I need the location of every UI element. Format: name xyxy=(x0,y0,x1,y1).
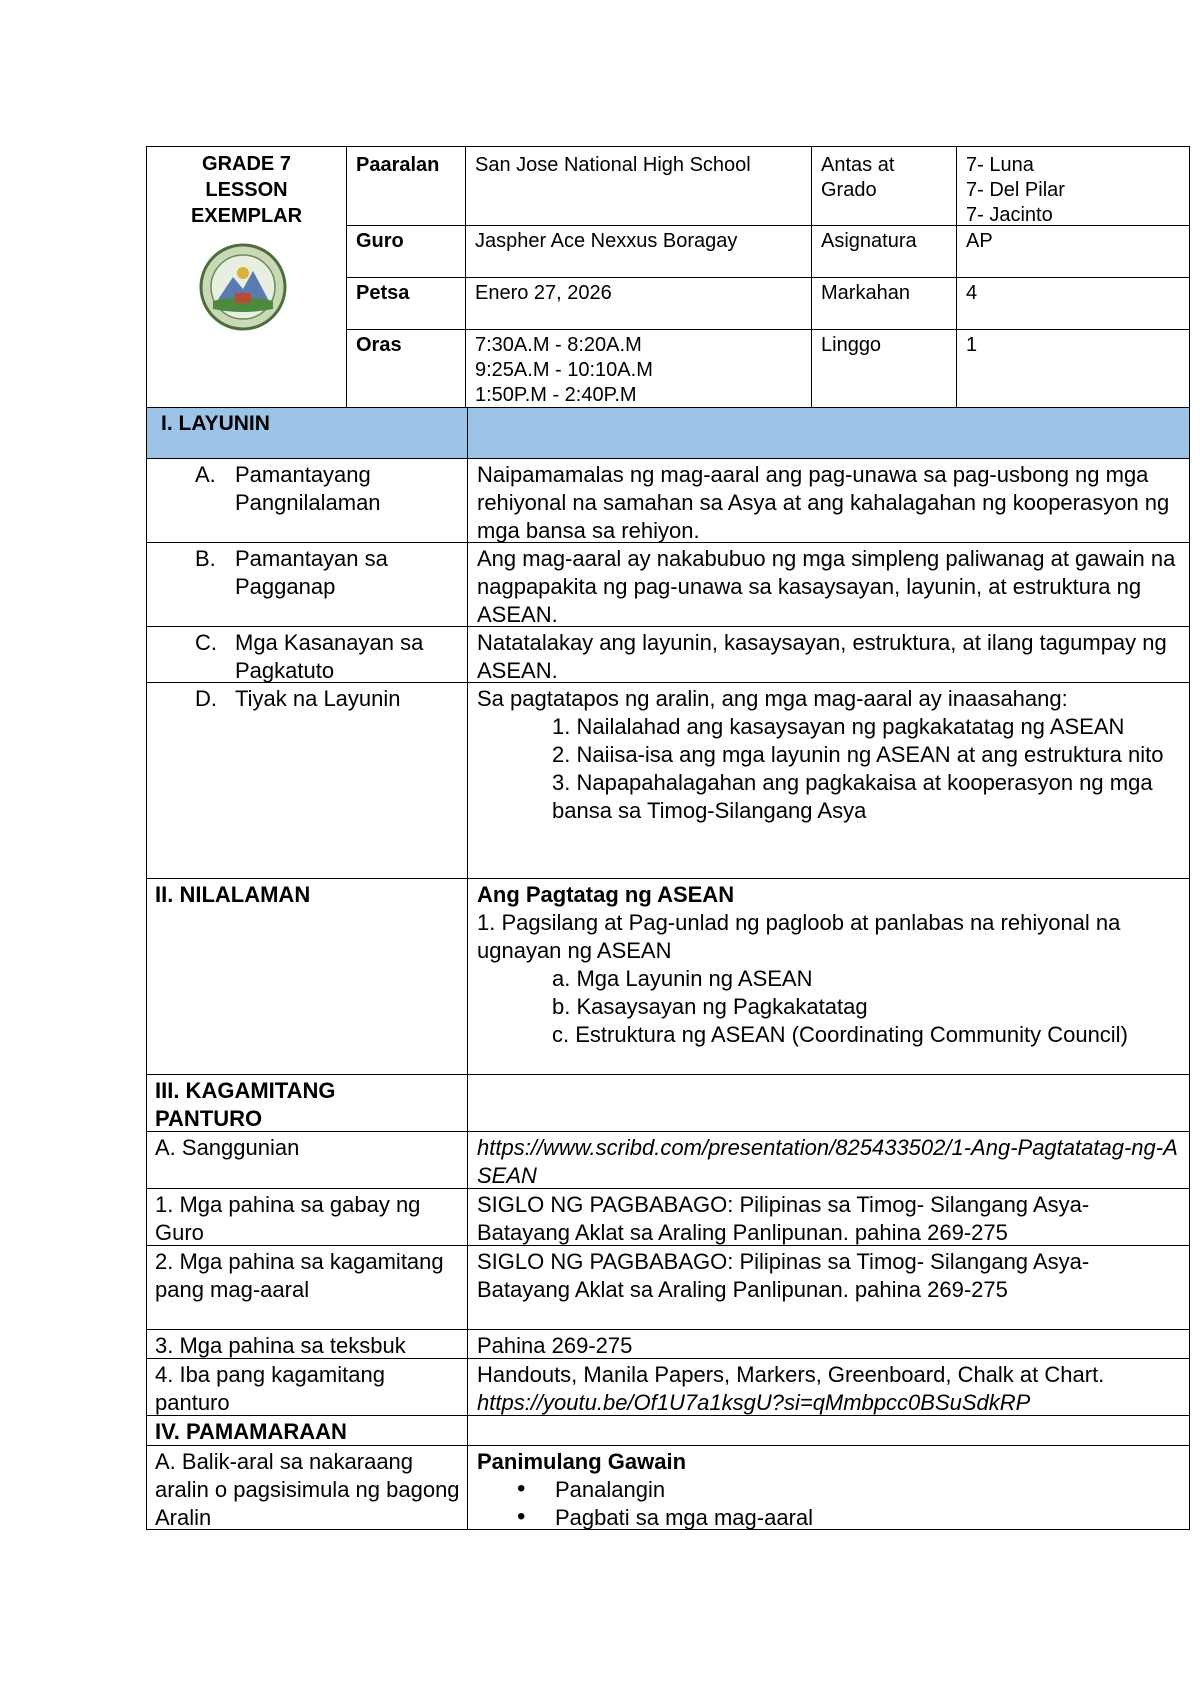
kasanayan-pagkatuto-label xyxy=(155,629,461,685)
layunin-heading-row xyxy=(146,408,1190,459)
item-letter: C. xyxy=(195,630,217,655)
tiyak-na-layunin-value xyxy=(477,685,1187,825)
kasanayan-pagkatuto-value: Natatalakay ang layunin, kasaysayan, estruktura, at ilang tagumpay ng ASEAN. xyxy=(477,630,1167,683)
activity-item: • Panalangin xyxy=(555,1476,1187,1504)
oras-value: 7:30A.M - 8:20A.M xyxy=(475,334,642,356)
heading-line: PANTURO xyxy=(155,1106,263,1131)
iba-pang-kagamitan-value xyxy=(477,1361,1187,1417)
linggo-label: Linggo xyxy=(821,334,882,356)
asignatura-label: Asignatura xyxy=(821,230,917,252)
iba-pang-kagamitan-label: 4. Iba pang kagamitang panturo xyxy=(155,1362,385,1415)
table-row xyxy=(146,459,1190,543)
pamamaraan-heading-row xyxy=(146,1416,1190,1446)
divider xyxy=(346,329,1189,330)
markahan-value: 4 xyxy=(966,282,978,304)
table-row xyxy=(146,1246,1190,1330)
paaralan-label: Paaralan xyxy=(356,154,440,176)
teksbuk-value: Pahina 269-275 xyxy=(477,1333,633,1358)
oras-value: 9:25A.M - 10:10A.M xyxy=(475,359,653,381)
activity-item: • Pagbati sa mga mag-aaral xyxy=(555,1504,1187,1532)
gabay-guro-label: 1. Mga pahina sa gabay ng Guro xyxy=(155,1192,421,1245)
pamamaraan-heading: IV. PAMAMARAAN xyxy=(155,1419,347,1444)
petsa-value: Enero 27, 2026 xyxy=(475,282,612,304)
sanggunian-label: A. Sanggunian xyxy=(155,1135,300,1160)
asignatura-value: AP xyxy=(966,230,993,252)
kagamitan-heading xyxy=(155,1077,461,1133)
divider xyxy=(346,277,1189,278)
label-line: Pangnilalaman xyxy=(235,490,381,515)
label-line: Pagganap xyxy=(235,574,336,599)
header-table xyxy=(146,146,1190,408)
balik-aral-label: A. Balik-aral sa nakaraang aralin o pagsisimula ng bagong Aralin xyxy=(155,1449,460,1530)
table-row xyxy=(146,683,1190,879)
antas-label: Antas at xyxy=(821,154,895,176)
activity-list xyxy=(477,1476,1187,1532)
lesson-exemplar-title xyxy=(147,151,346,229)
objective-item: 3. Napapahalagahan ang pagkakaisa at kooperasyon ng mga bansa sa Timog-Silangang Asya xyxy=(552,770,1153,823)
nilalaman-value xyxy=(477,881,1187,1049)
label-line: Pamantayang xyxy=(235,462,371,487)
petsa-label: Petsa xyxy=(356,282,410,304)
sanggunian-link[interactable]: https://www.scribd.com/presentation/825433502/1-Ang-Pagtatatag-ng-ASEAN xyxy=(477,1135,1178,1188)
item-letter: B. xyxy=(195,546,216,571)
pamantayang-pangnilalaman-value: Naipamamalas ng mag-aaral ang pag-unawa sa pag-usbong ng mga rehiyonal na samahan sa Asya at ang kahalagahan ng kooperasyon ng mga bansa sa rehiyon. xyxy=(477,462,1170,543)
oras-label: Oras xyxy=(356,334,402,356)
item-letter: A. xyxy=(195,462,216,487)
label-line: Pagkatuto xyxy=(235,658,335,683)
antas-value: 7- Jacinto xyxy=(966,204,1053,226)
markahan-label: Markahan xyxy=(821,282,910,304)
nilalaman-title: Ang Pagtatag ng ASEAN xyxy=(477,882,735,907)
guro-label: Guro xyxy=(356,230,404,252)
objective-intro: Sa pagtatapos ng aralin, ang mga mag-aaral ay inaasahang: xyxy=(477,686,1068,711)
objective-item: 2. Naiisa-isa ang mga layunin ng ASEAN at ang estruktura nito xyxy=(552,742,1164,767)
kagamitang-magaaral-label: 2. Mga pahina sa kagamitang pang mag-aaral xyxy=(155,1249,444,1302)
nilalaman-subitem: a. Mga Layunin ng ASEAN xyxy=(552,966,813,991)
title-line: LESSON xyxy=(205,179,288,201)
nilalaman-item: 1. Pagsilang at Pag-unlad ng pagloob at panlabas na rehiyonal na ugnayan ng ASEAN xyxy=(477,910,1121,963)
teksbuk-label: 3. Mga pahina sa teksbuk xyxy=(155,1333,406,1358)
heading-line: III. KAGAMITANG xyxy=(155,1078,336,1103)
objective-item: 1. Nailalahad ang kasaysayan ng pagkakatatag ng ASEAN xyxy=(552,714,1125,739)
nilalaman-subitem: b. Kasaysayan ng Pagkakatatag xyxy=(552,994,868,1019)
pamantayan-pagganap-label xyxy=(155,545,461,601)
item-letter: D. xyxy=(195,686,217,711)
table-row xyxy=(146,1359,1190,1416)
pamantayang-pangnilalaman-label xyxy=(155,461,461,517)
title-line: GRADE 7 xyxy=(202,153,291,175)
guro-value: Jaspher Ace Nexxus Boragay xyxy=(475,230,738,252)
video-link[interactable]: https://youtu.be/Of1U7a1ksgU?si=qMmbpcc0BSuSdkRP xyxy=(477,1390,1031,1415)
antas-value: 7- Luna xyxy=(966,154,1034,176)
gabay-guro-value: SIGLO NG PAGBABAGO: Pilipinas sa Timog- Silangang Asya- Batayang Aklat sa Araling Panlipunan. pahina 269-275 xyxy=(477,1192,1090,1245)
label-line: Tiyak na Layunin xyxy=(235,686,401,711)
title-line: EXEMPLAR xyxy=(190,205,303,227)
antas-value: 7- Del Pilar xyxy=(966,179,1065,201)
nilalaman-heading: II. NILALAMAN xyxy=(155,882,311,907)
oras-value: 1:50P.M - 2:40P.M xyxy=(475,384,637,406)
divider xyxy=(346,225,1189,226)
nilalaman-row xyxy=(146,879,1190,1075)
linggo-value: 1 xyxy=(966,334,978,356)
paaralan-value: San Jose National High School xyxy=(475,154,751,176)
label-line: Mga Kasanayan sa xyxy=(235,630,424,655)
materials-text: Handouts, Manila Papers, Markers, Greenboard, Chalk at Chart. xyxy=(477,1362,1105,1387)
antas-label: Grado xyxy=(821,179,877,201)
table-row xyxy=(146,1446,1190,1530)
label-line: Pamantayan sa xyxy=(235,546,388,571)
layunin-heading: I. LAYUNIN xyxy=(161,412,270,435)
table-row xyxy=(146,543,1190,627)
school-seal-icon xyxy=(199,243,287,331)
table-row xyxy=(146,1189,1190,1246)
table-row xyxy=(146,1132,1190,1189)
kagamitang-magaaral-value: SIGLO NG PAGBABAGO: Pilipinas sa Timog- Silangang Asya- Batayang Aklat sa Araling Panlipunan. pahina 269-275 xyxy=(477,1249,1090,1302)
table-row xyxy=(146,1330,1190,1359)
nilalaman-subitem: c. Estruktura ng ASEAN (Coordinating Community Council) xyxy=(552,1022,1128,1047)
lesson-table xyxy=(146,408,1190,1548)
panimulang-gawain-title: Panimulang Gawain xyxy=(477,1449,687,1474)
kagamitan-heading-row xyxy=(146,1075,1190,1132)
pamantayan-pagganap-value: Ang mag-aaral ay nakabubuo ng mga simpleng paliwanag at gawain na nagpapakita ng pag-unawa sa kasaysayan, layunin, at estruktura ng ASEAN. xyxy=(477,546,1176,627)
table-row xyxy=(146,627,1190,683)
balik-aral-value xyxy=(477,1448,1187,1532)
tiyak-na-layunin-label xyxy=(155,685,461,713)
